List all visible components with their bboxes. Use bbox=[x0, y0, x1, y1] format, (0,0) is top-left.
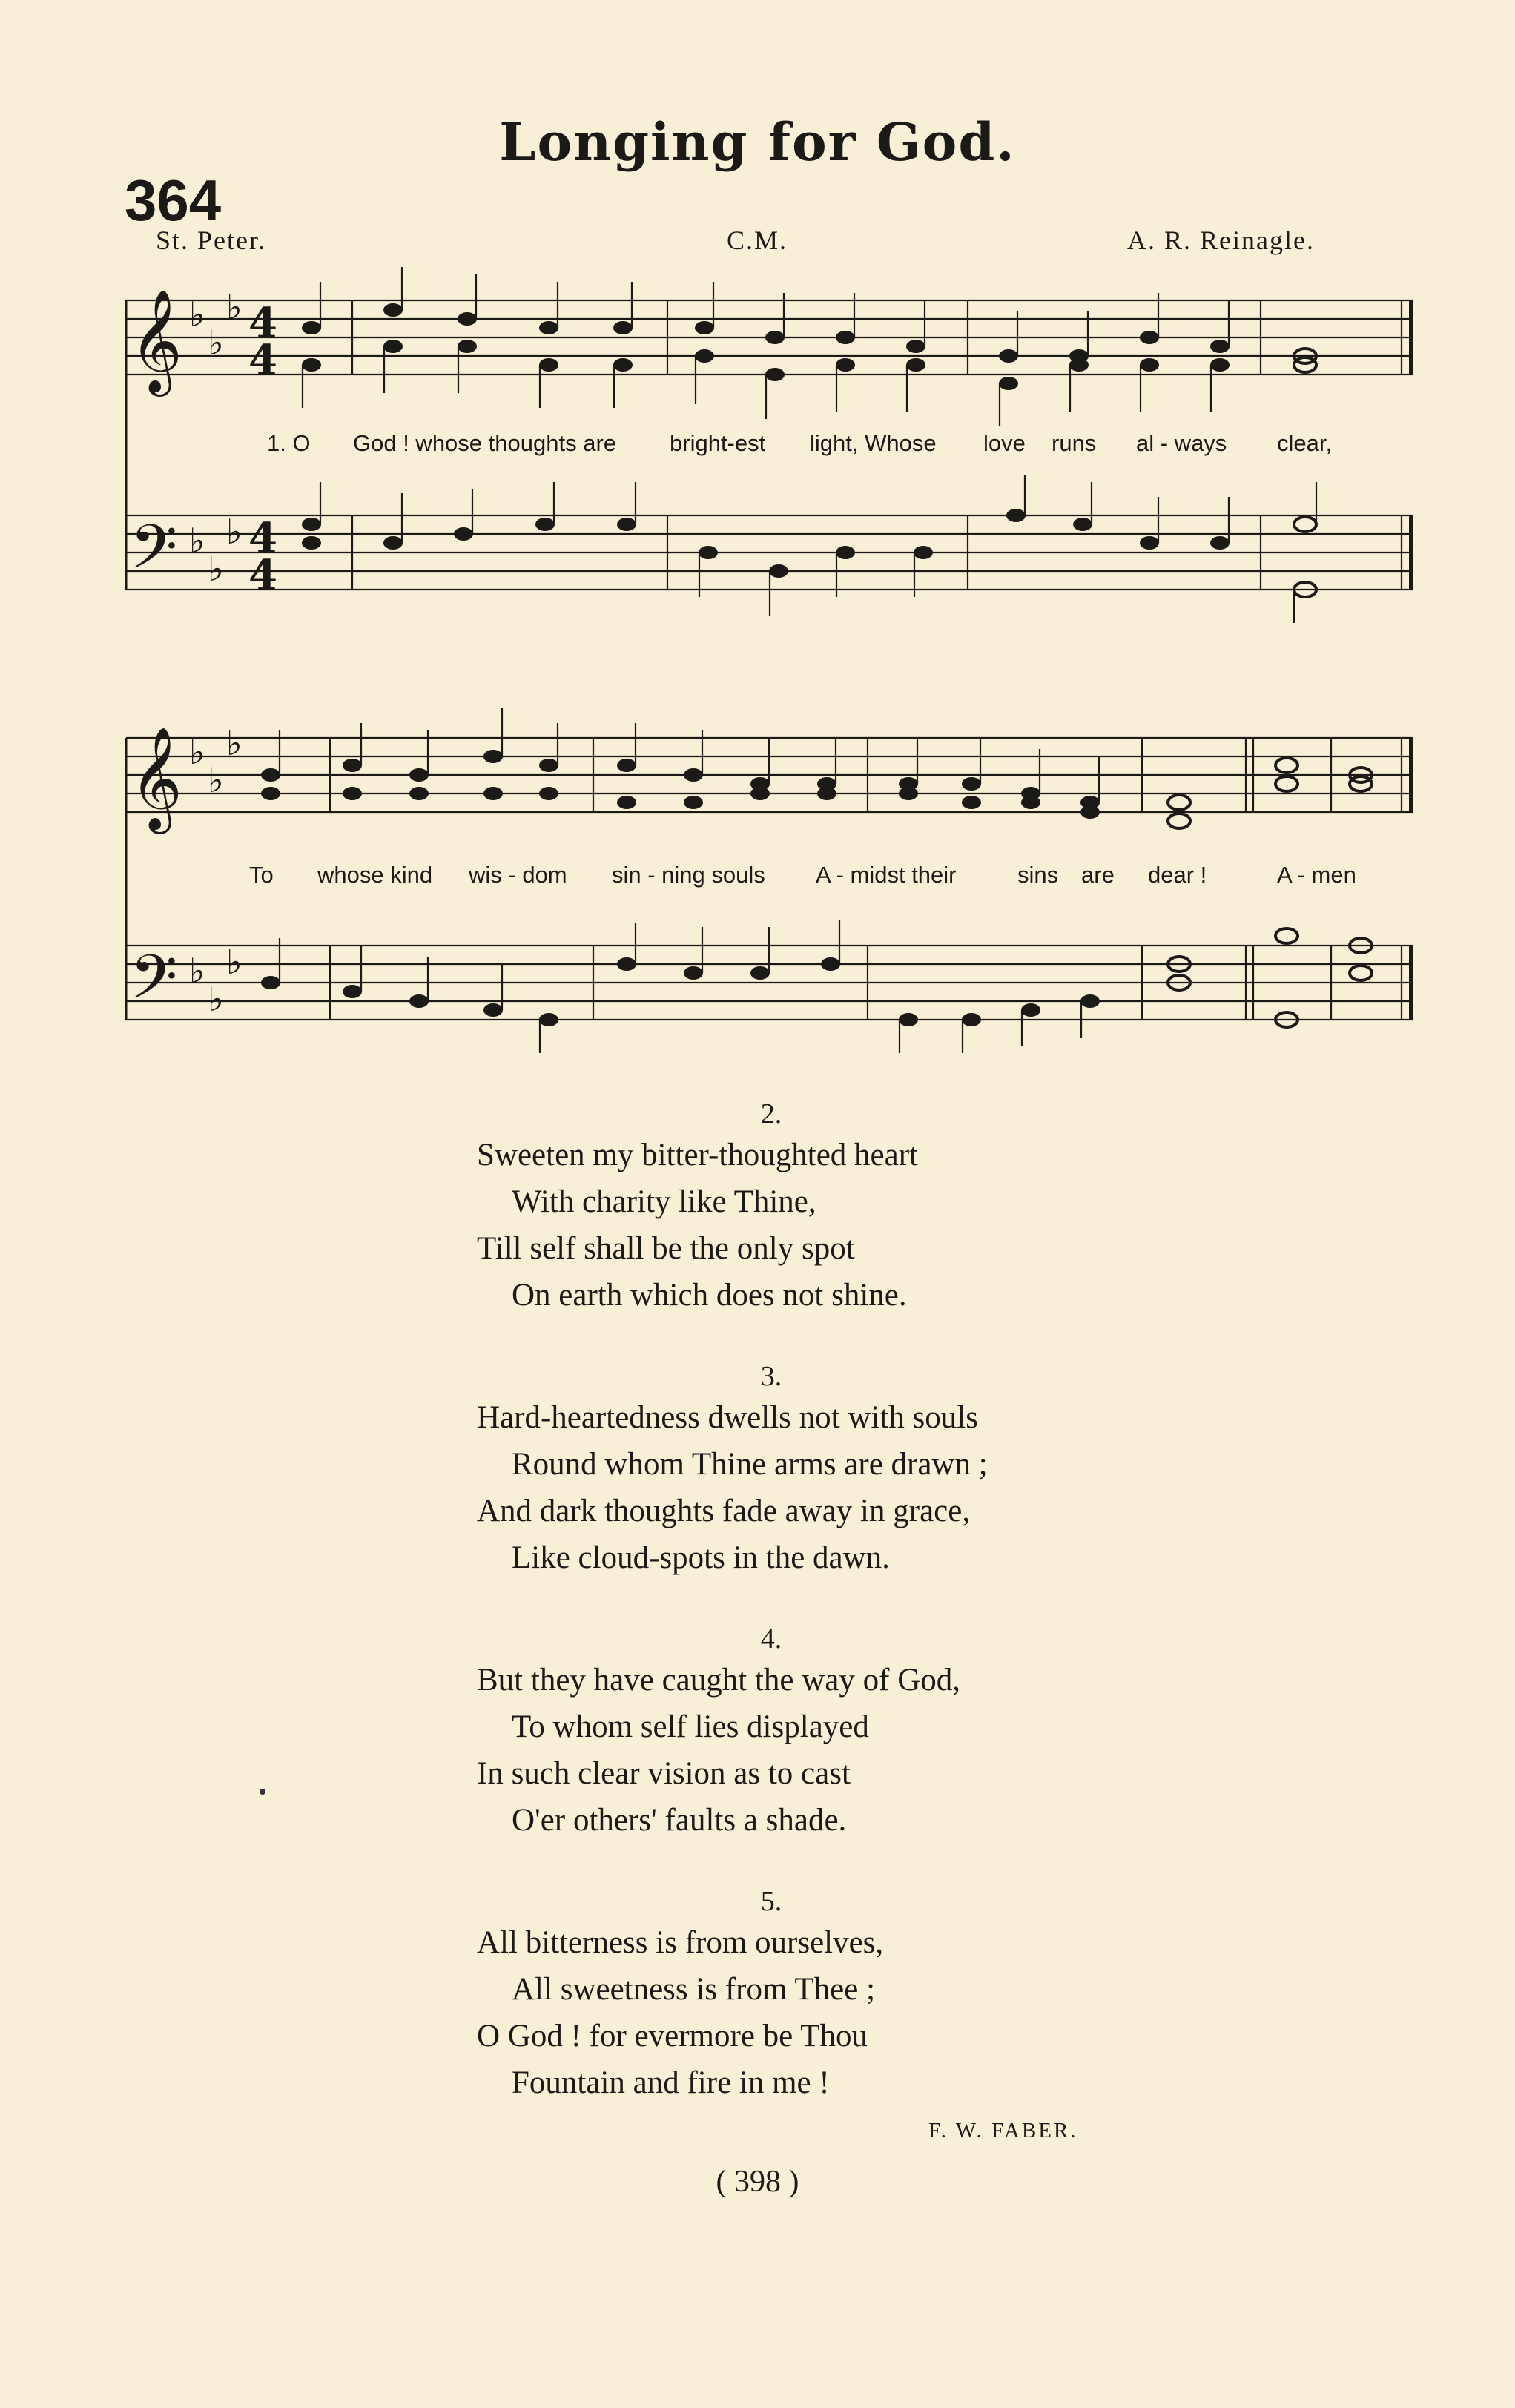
verse-line: All bitterness is from ourselves, bbox=[477, 1925, 884, 1960]
svg-text:4: 4 bbox=[248, 299, 277, 348]
svg-text:♭: ♭ bbox=[208, 979, 224, 1019]
verse-line: All sweetness is from Thee ; bbox=[512, 1972, 876, 2007]
svg-text:♭: ♭ bbox=[189, 294, 205, 334]
svg-text:♭: ♭ bbox=[189, 521, 205, 561]
verse-line: But they have caught the way of God, bbox=[477, 1663, 960, 1698]
svg-text:♭: ♭ bbox=[226, 512, 242, 552]
lyric-syllable: 1. O bbox=[267, 430, 311, 456]
svg-text:4: 4 bbox=[248, 551, 277, 600]
verse-line: Hard-heartedness dwells not with souls bbox=[477, 1400, 978, 1435]
lyric-syllable: bright-est bbox=[670, 430, 766, 456]
verse-line: Like cloud-spots in the dawn. bbox=[512, 1540, 890, 1575]
svg-text:♭: ♭ bbox=[208, 323, 224, 363]
author-credit: F. W. FABER. bbox=[928, 2119, 1078, 2143]
verse-line: To whom self lies displayed bbox=[512, 1709, 869, 1744]
svg-text:♭: ♭ bbox=[189, 732, 205, 772]
verse-line: O'er others' faults a shade. bbox=[512, 1803, 847, 1838]
verse-line: On earth which does not shine. bbox=[512, 1278, 907, 1313]
svg-text:4: 4 bbox=[248, 514, 277, 563]
svg-text:4: 4 bbox=[248, 336, 277, 385]
verse-line: Till self shall be the only spot bbox=[477, 1231, 855, 1266]
meter: C.M. bbox=[727, 225, 788, 255]
treble-clef-icon: 𝄞 bbox=[130, 289, 182, 392]
verse-line: And dark thoughts fade away in grace, bbox=[477, 1494, 971, 1528]
lyric-syllable: God ! whose thoughts are bbox=[353, 430, 617, 456]
tune-name: St. Peter. bbox=[156, 225, 267, 255]
verse-line: Sweeten my bitter-thoughted heart bbox=[477, 1138, 918, 1172]
lyric-syllable: wis - dom bbox=[469, 862, 567, 888]
lyric-syllable: sin - ning souls bbox=[612, 862, 765, 888]
lyric-syllable: whose kind bbox=[317, 862, 433, 888]
lyric-syllable: love bbox=[983, 430, 1026, 456]
hymn-title: Longing for God. bbox=[499, 111, 1016, 173]
svg-text:♭: ♭ bbox=[208, 760, 224, 800]
ink-speck bbox=[260, 1789, 265, 1795]
verse-number: 4. bbox=[760, 1623, 782, 1655]
bass-clef-icon: 𝄢 bbox=[130, 511, 178, 598]
lyric-syllable: A - midst their bbox=[816, 862, 957, 888]
verse-line: Fountain and fire in me ! bbox=[512, 2065, 830, 2100]
verse-number: 3. bbox=[760, 1361, 782, 1392]
lyric-syllable: dear ! bbox=[1148, 862, 1207, 888]
verse-line: With charity like Thine, bbox=[512, 1184, 816, 1219]
svg-text:♭: ♭ bbox=[208, 549, 224, 589]
note-heads bbox=[261, 303, 1230, 1026]
lyric-syllable: sins bbox=[1017, 862, 1059, 888]
bass-clef-icon: 𝄢 bbox=[130, 941, 178, 1028]
page-number: ( 398 ) bbox=[716, 2165, 799, 2199]
verse-line: In such clear vision as to cast bbox=[477, 1756, 851, 1791]
svg-text:♭: ♭ bbox=[226, 287, 242, 327]
lyric-syllable: al - ways bbox=[1136, 430, 1227, 456]
svg-text:♭: ♭ bbox=[226, 942, 242, 982]
lyric-syllable: light, Whose bbox=[810, 430, 937, 456]
lyric-syllable: To bbox=[249, 862, 274, 888]
svg-text:♭: ♭ bbox=[189, 951, 205, 991]
svg-text:♭: ♭ bbox=[226, 723, 242, 763]
lyric-syllable: clear, bbox=[1277, 430, 1333, 456]
lyric-syllable: are bbox=[1081, 862, 1115, 888]
verse-number: 2. bbox=[760, 1098, 782, 1129]
verse-line: O God ! for evermore be Thou bbox=[477, 2019, 868, 2054]
hymn-number: 364 bbox=[125, 168, 222, 233]
verse-number: 5. bbox=[760, 1886, 782, 1917]
verse-line: Round whom Thine arms are drawn ; bbox=[512, 1447, 988, 1482]
treble-clef-icon: 𝄞 bbox=[130, 727, 182, 830]
lyric-syllable: A - men bbox=[1277, 862, 1356, 888]
lyric-syllable: runs bbox=[1052, 430, 1097, 456]
musical-score bbox=[0, 0, 1515, 1053]
composer: A. R. Reinagle. bbox=[1127, 225, 1315, 255]
